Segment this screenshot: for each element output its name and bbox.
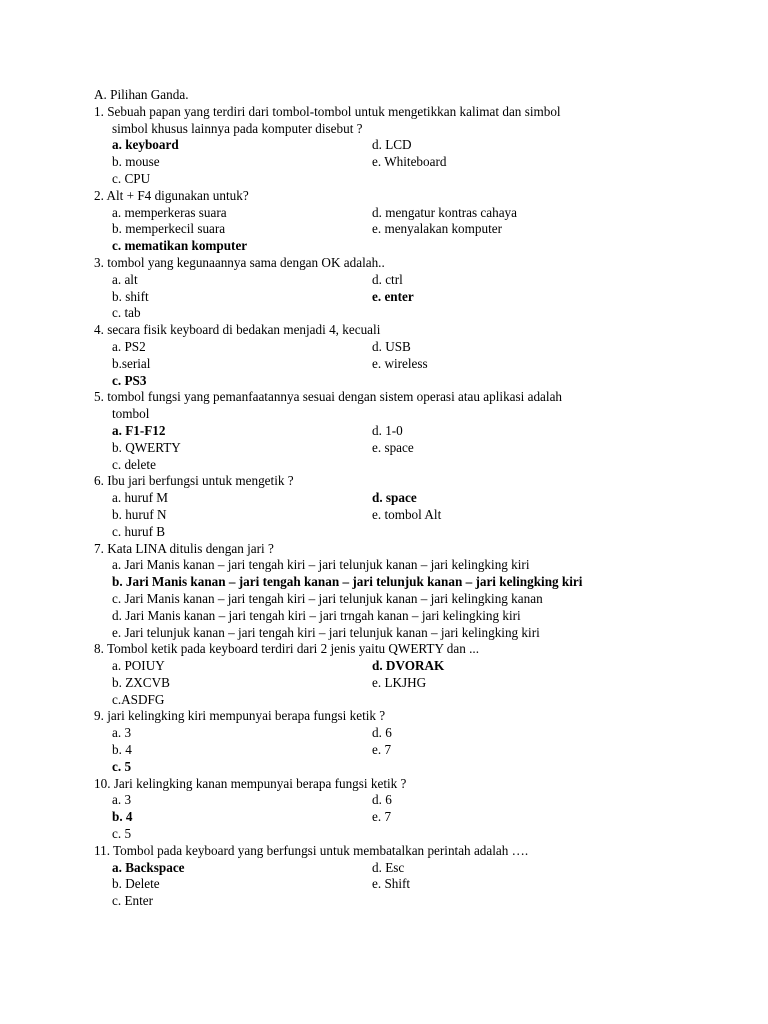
question-text: 6. Ibu jari berfungsi untuk mengetik ? [94,473,294,489]
option: e. 7 [372,809,392,825]
option: a. Jari Manis kanan – jari tengah kiri – jari telunjuk kanan – jari kelingking kiri [112,557,530,573]
option-row [94,339,754,356]
option: d. LCD [372,137,412,153]
option-row [94,423,754,440]
option-row [94,238,754,255]
option-row [94,792,754,809]
correct-option: a. Backspace [112,859,185,875]
option-row [94,809,754,826]
option: b. mouse [112,154,160,170]
option-row [94,507,754,524]
question-text: 2. Alt + F4 digunakan untuk? [94,187,249,203]
option: a. PS2 [112,338,146,354]
option: e. wireless [372,355,428,371]
option: c. Enter [112,893,154,909]
correct-option: d. space [372,490,417,506]
option: b. shift [112,288,149,304]
question-text: 5. tombol fungsi yang pemanfaatannya sesuai dengan sistem operasi atau aplikasi adalah [94,389,563,405]
option: e. space [372,439,414,455]
option: e. tombol Alt [372,506,442,522]
option: b. QWERTY [112,439,181,455]
question-text: 10. Jari kelingking kanan mempunyai berapa fungsi ketik ? [94,775,407,791]
option-row [94,289,754,306]
option-row [94,171,754,188]
correct-option: b. 4 [112,809,133,825]
question-block [94,104,754,188]
option: d. 6 [372,792,392,808]
correct-option: d. DVORAK [372,658,445,674]
option-row [94,860,754,877]
option: d. Jari Manis kanan – jari tengah kiri – jari trngah kanan – jari kelingking kiri [112,607,521,623]
option: c. delete [112,456,156,472]
option: e. Shift [372,876,411,892]
question-block [94,641,754,708]
option-row [94,154,754,171]
question-block [94,541,754,642]
option: b. huruf N [112,506,167,522]
option-row [94,305,754,322]
option: e. LKJHG [372,674,427,690]
option: b. Delete [112,876,160,892]
option-row [94,440,754,457]
option-row [94,356,754,373]
option: a. huruf M [112,490,169,506]
option: c. 5 [112,826,132,842]
option: d. ctrl [372,271,403,287]
option-row [94,876,754,893]
option-row [94,725,754,742]
option-row [94,221,754,238]
option-row [94,373,754,390]
question-text: 8. Tombol ketik pada keyboard terdiri dari 2 jenis yaitu QWERTY dan ... [94,641,480,657]
option: c. tab [112,305,141,321]
option: a. 3 [112,725,132,741]
correct-option: c. PS3 [112,372,147,388]
option-row [94,658,754,675]
question-text: simbol khusus lainnya pada komputer disebut ? [112,120,363,136]
question-text: 11. Tombol pada keyboard yang berfungsi untuk membatalkan perintah adalah …. [94,842,529,858]
option: a. alt [112,271,138,287]
question-text: 9. jari kelingking kiri mempunyai berapa fungsi ketik ? [94,708,386,724]
question-block [94,389,754,473]
option: d. Esc [372,859,405,875]
option-row [94,692,754,709]
option-row [94,826,754,843]
question-text: 4. secara fisik keyboard di bedakan menjadi 4, kecuali [94,322,381,338]
option: d. 6 [372,725,392,741]
correct-option: a. keyboard [112,137,179,153]
option: c. CPU [112,170,151,186]
question-block [94,188,754,255]
option: a. memperkeras suara [112,204,227,220]
option: c.ASDFG [112,691,165,707]
option-row [94,759,754,776]
question-block [94,473,754,540]
option: b. ZXCVB [112,674,170,690]
correct-option: a. F1-F12 [112,422,166,438]
option: c. huruf B [112,523,166,539]
option: b.serial [112,355,151,371]
option-row [94,137,754,154]
option: a. 3 [112,792,132,808]
question-text: 1. Sebuah papan yang terdiri dari tombol-tombol untuk mengetikkan kalimat dan simbol [94,103,561,119]
option: d. USB [372,338,411,354]
option: b. 4 [112,742,132,758]
option: e. Jari telunjuk kanan – jari tengah kiri – jari telunjuk kanan – jari kelingking kiri [112,624,540,640]
option-row [94,675,754,692]
option: b. memperkecil suara [112,221,226,237]
option-row [94,490,754,507]
correct-option: c. mematikan komputer [112,238,248,254]
option: d. mengatur kontras cahaya [372,204,518,220]
question-block [94,843,754,910]
option-row [94,893,754,910]
option-row [94,205,754,222]
option: c. Jari Manis kanan – jari tengah kiri – jari telunjuk kanan – jari kelingking kanan [112,590,543,606]
correct-option: e. enter [372,288,414,304]
option: e. Whiteboard [372,154,447,170]
option: e. 7 [372,742,392,758]
option: e. menyalakan komputer [372,221,502,237]
option-row [94,272,754,289]
option-row [94,742,754,759]
option-row [94,457,754,474]
question-block [94,708,754,775]
correct-option: b. Jari Manis kanan – jari tengah kanan – jari telunjuk kanan – jari kelingking kiri [112,574,583,590]
correct-option: c. 5 [112,758,132,774]
question-block [94,776,754,843]
question-text: tombol [112,406,150,422]
quiz-content [94,87,754,910]
option: d. 1-0 [372,422,403,438]
option: a. POIUY [112,658,165,674]
question-block [94,322,754,389]
option-row [94,524,754,541]
question-text: 7. Kata LINA ditulis dengan jari ? [94,540,274,556]
section-title: A. Pilihan Ganda. [94,87,189,102]
question-text: 3. tombol yang kegunaannya sama dengan OK adalah.. [94,254,385,270]
question-block [94,255,754,322]
